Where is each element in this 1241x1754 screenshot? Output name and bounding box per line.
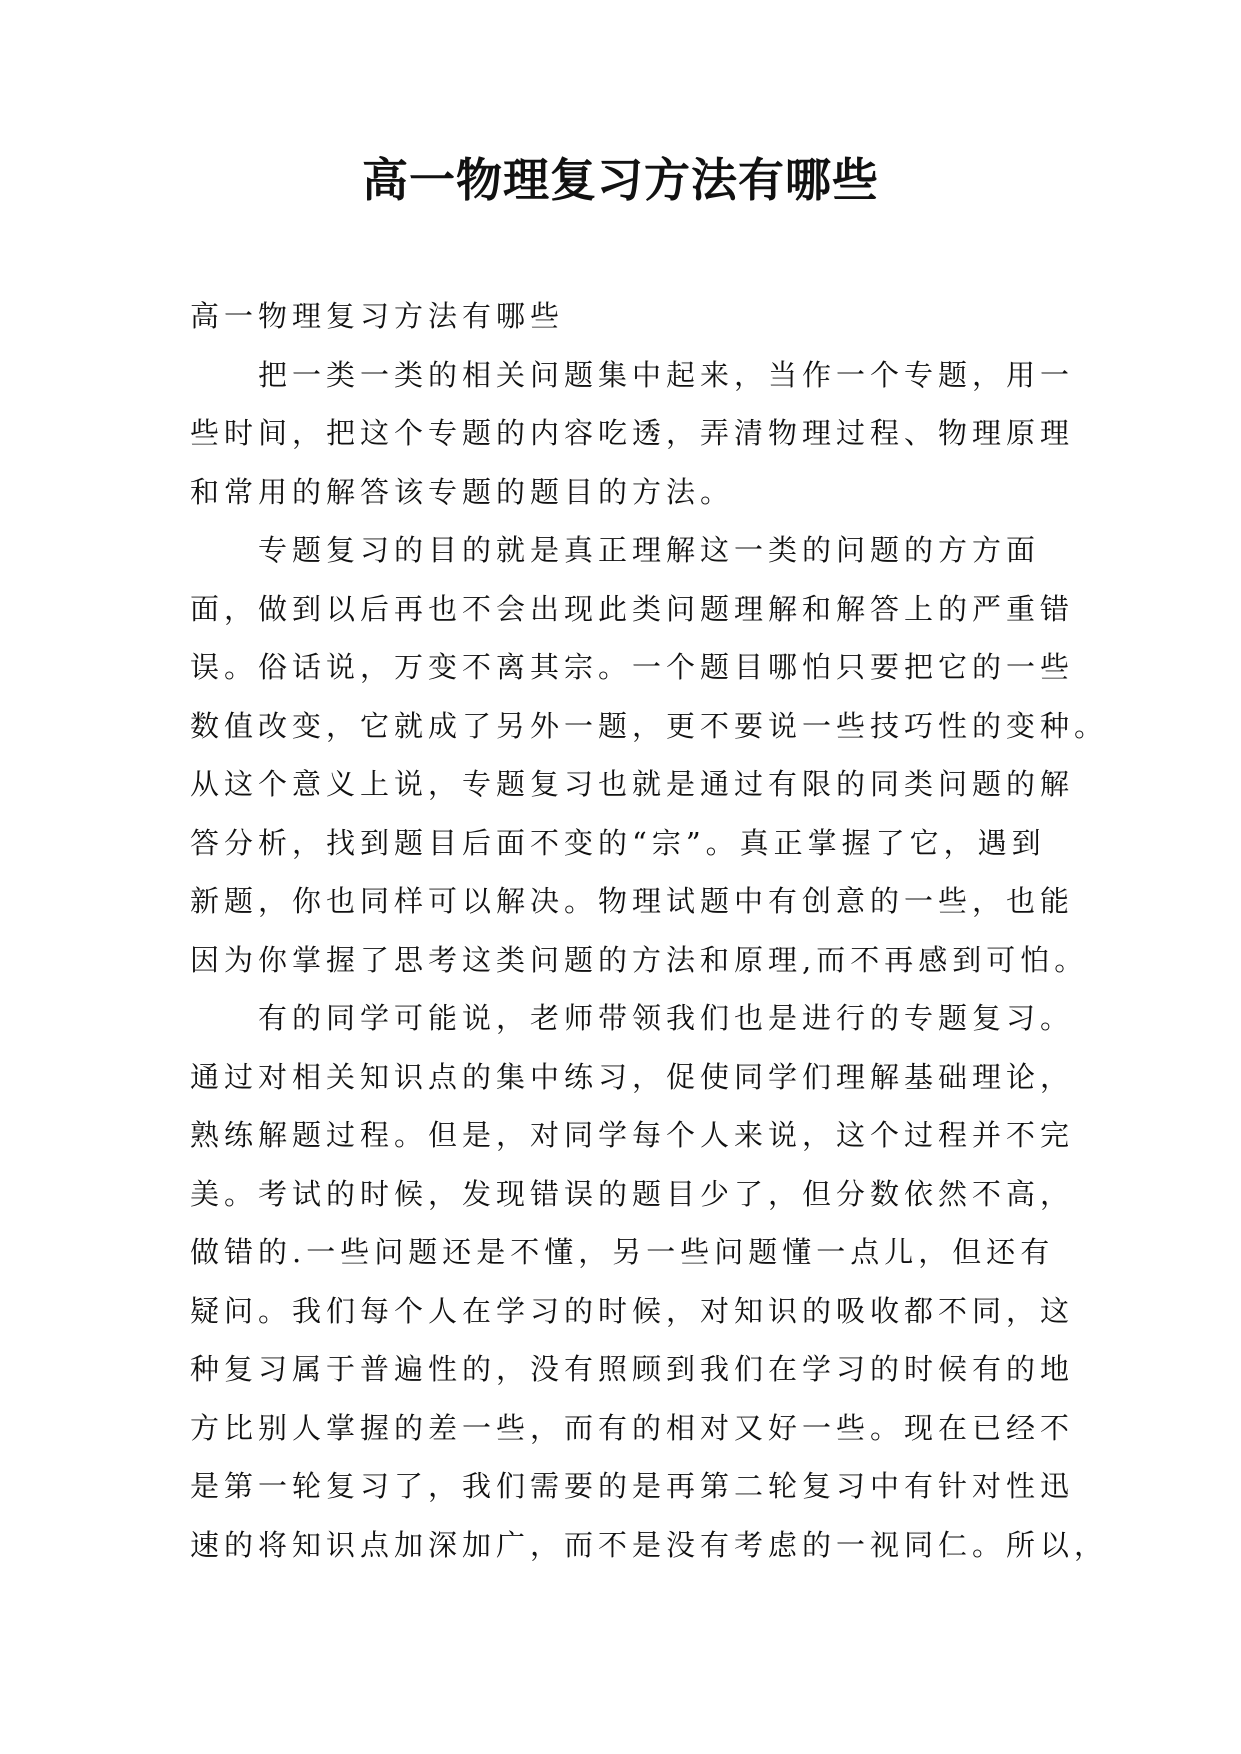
document-subtitle-line: 高一物理复习方法有哪些 (190, 299, 565, 333)
paragraph-line: 专题复习的目的就是真正理解这一类的问题的方方面 (258, 533, 1041, 567)
paragraph-line: 从这个意义上说，专题复习也就是通过有限的同类问题的解 (190, 767, 1075, 801)
paragraph-line: 把一类一类的相关问题集中起来，当作一个专题，用一 (258, 357, 1075, 392)
paragraph-line: 做错的.一些问题还是不懂，另一些问题懂一点儿，但还有 (190, 1235, 1055, 1269)
paragraph-line: 熟练解题过程。但是，对同学每个人来说，这个过程并不完 (190, 1118, 1075, 1152)
paragraph-line: 方比别人掌握的差一些，而有的相对又好一些。现在已经不 (190, 1410, 1075, 1445)
paragraph-line: 美。考试的时候，发现错误的题目少了，但分数依然不高， (190, 1176, 1075, 1211)
paragraph-line: 误。俗话说，万变不离其宗。一个题目哪怕只要把它的一些 (190, 650, 1075, 684)
paragraph-line: 答分析，找到题目后面不变的“宗”。真正掌握了它，遇到 (190, 825, 1046, 860)
paragraph-line: 和常用的解答该专题的题目的方法。 (190, 474, 735, 509)
document-body (190, 287, 1109, 1574)
paragraph-line: 新题，你也同样可以解决。物理试题中有创意的一些，也能 (190, 884, 1075, 918)
paragraph-line: 数值改变，它就成了另外一题，更不要说一些技巧性的变种。 (190, 708, 1109, 743)
paragraph-line: 种复习属于普遍性的，没有照顾到我们在学习的时候有的地 (190, 1352, 1075, 1386)
paragraph-line: 些时间，把这个专题的内容吃透，弄清物理过程、物理原理 (190, 416, 1075, 450)
paragraph-line: 面，做到以后再也不会出现此类问题理解和解答上的严重错 (190, 591, 1075, 626)
paragraph-line: 速的将知识点加深加广，而不是没有考虑的一视同仁。所以， (190, 1527, 1109, 1562)
paragraph-line: 疑问。我们每个人在学习的时候，对知识的吸收都不同，这 (190, 1293, 1075, 1328)
paragraph-line: 有的同学可能说，老师带领我们也是进行的专题复习。 (258, 1001, 1075, 1035)
paragraph-line: 因为你掌握了思考这类问题的方法和原理,而不再感到可怕。 (190, 942, 1089, 977)
paragraph-line: 是第一轮复习了，我们需要的是再第二轮复习中有针对性迅 (190, 1469, 1075, 1503)
paragraph-line: 通过对相关知识点的集中练习，促使同学们理解基础理论， (190, 1059, 1075, 1094)
document-title: 高一物理复习方法有哪些 (362, 153, 879, 207)
